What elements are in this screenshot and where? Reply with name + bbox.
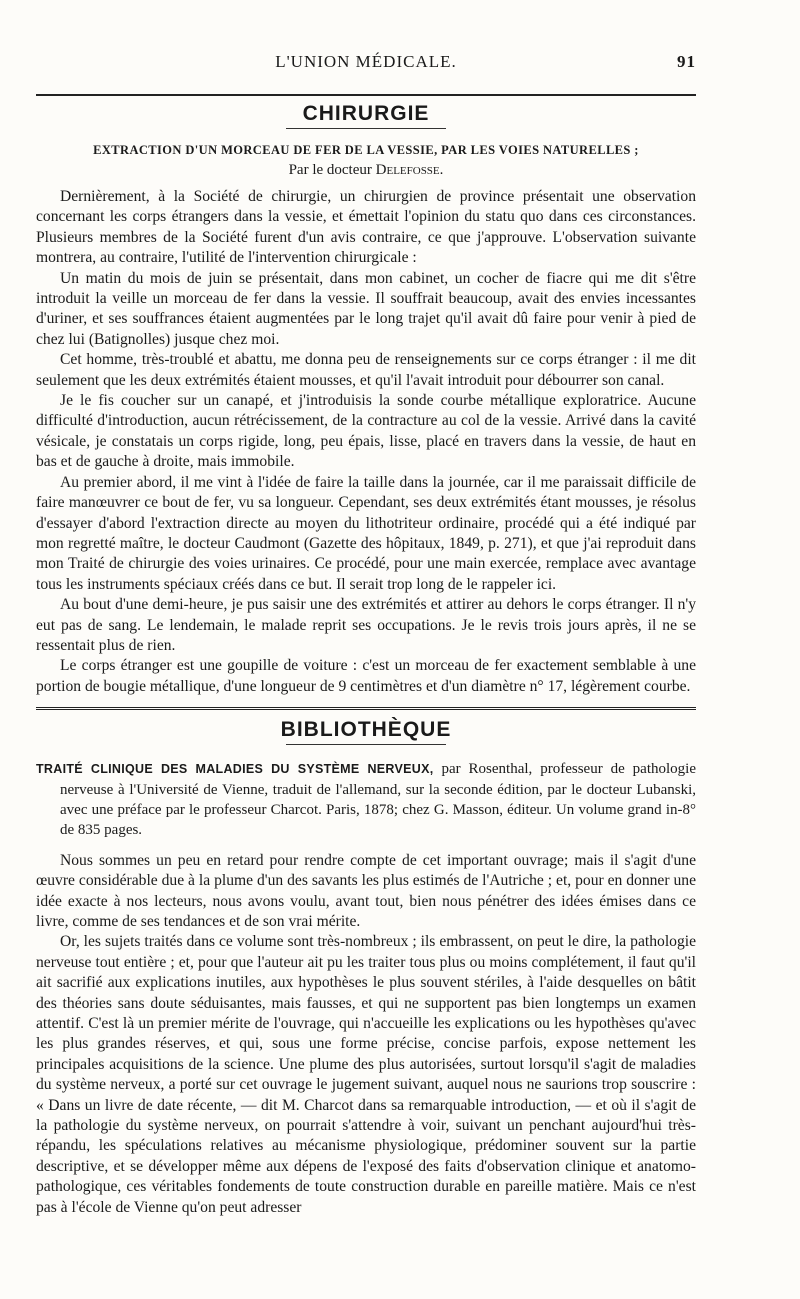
paragraph: Je le fis coucher sur un canapé, et j'introduisis la sonde courbe métallique exploratrice. Aucune difficulté d'introduction, aucun rétrécissement, de la contracture au col de la vessie. Arrivé dans la cavité vésicale, je constatais un corps rigide, long, peu épais, lisse, placé en travers dans la vessie, de haut en bas et de gauche à droite, mais immobile. xyxy=(36,392,696,471)
running-head xyxy=(36,52,696,76)
paragraph: Cet homme, très-troublé et abattu, me donna peu de renseignements sur ce corps étranger : il me dit seulement que les deux extrémités étaient mousses, et qu'il l'avait introduit pour débourrer son canal. xyxy=(36,351,696,389)
section-title-bibliotheque: BIBLIOTHÈQUE xyxy=(280,718,452,742)
paragraph: Au bout d'une demi-heure, je pus saisir une des extrémités et attirer au dehors le corps étranger. Il n'y eut pas de sang. Le lendemain, le malade reprit ses occupations. Je le revis trois jours après, il ne se ressentait plus de rien. xyxy=(36,596,696,654)
paragraph: Le corps étranger est une goupille de voiture : c'est un morceau de fer exactement semblable à une portion de bougie métallique, d'une longueur de 9 centimètres et d'un diamètre n° 17, légèrement courbe. xyxy=(36,657,696,695)
section-divider xyxy=(36,707,696,710)
bibliography-entry xyxy=(36,759,696,841)
byline-prefix: Par le docteur xyxy=(288,162,372,178)
page-number: 91 xyxy=(677,52,696,71)
byline-author: Delefosse. xyxy=(375,162,444,178)
paragraph: Un matin du mois de juin se présentait, dans mon cabinet, un cocher de fiacre qui me dit s'être introduit la veille un morceau de fer dans la vessie. Il souffrait beaucoup, avait des envies incessantes d'uriner, et ses souffrances étaient augmentées par le long trajet qu'il avait dû faire pour venir à pied de chez lui (Batignolles) jusque chez moi. xyxy=(36,269,696,348)
header-rule xyxy=(36,94,696,96)
paragraph: Au premier abord, il me vint à l'idée de faire la taille dans la journée, car il me paraissait difficile de faire manœuvrer ce bout de fer, vu sa longueur. Cependant, ses deux extrémités étant mousses, je résolus d'essayer d'abord l'extraction directe au moyen du lithotriteur ordinaire, procédé qui a été indiqué par mon regretté maître, le docteur Caudmont (Gazette des hôpitaux, 1849, p. 271), et que j'ai reproduit dans mon Traité de chirurgie des voies urinaires. Ce procédé, pour une main exercée, remplace avec avantage tous les instruments spéciaux créés dans ce but. Il serait trop long de le rappeler ici. xyxy=(36,473,696,593)
paragraph: Or, les sujets traités dans ce volume sont très-nombreux ; ils embrassent, on peut le dire, la pathologie nerveuse tout entière ; et, pour que l'auteur ait pu les traiter tous plus ou moins complétement, il faut qu'il ait sacrifié aux explications inutiles, aux hypothèses le plus souvent stériles, à l'aide desquelles on bâtit des théories sans doute séduisantes, mais fausses, et qui ne supportent pas bien longtemps un examen attentif. C'est là un premier mérite de l'ouvrage, qui n'accueille les explications ou les hypothèses qu'avec les plus grandes réserves, et qui, sous une forme précise, concise parfois, expose nettement les principales acquisitions de la science. Une plume des plus autorisées, surtout lorsqu'il s'agit de maladies du système nerveux, a porté sur cet ouvrage le jugement suivant, auquel nous ne saurions trop souscrire : « Dans un livre de date récente, — dit M. Charcot dans sa remarquable introduction, — et où il s'agit de la pathologie du système nerveux, on pourrait s'attendre à voir, suivant un penchant aujourd'hui très-répandu, les spéculations relatives au mécanisme physiologique, prédominer souvent sur la partie descriptive, et se développer même aux dépens de l'exposé des faits d'observation clinique et anatomo-pathologique, ces véritables fondements de toute construction durable en pareille matière. Mais ce n'est pas à l'école de Vienne qu'on peut adresser xyxy=(36,933,696,1216)
article-title: EXTRACTION D'UN MORCEAU DE FER DE LA VESSIE, PAR LES VOIES NATURELLES ; xyxy=(93,143,639,157)
journal-title: L'UNION MÉDICALE. xyxy=(275,52,457,71)
book-details: par Rosenthal, professeur de pathologie nerveuse à l'Université de Vienne, traduit de l'allemand, sur la seconde édition, par le docteur Lubanski, avec une préface par le professeur Charcot. Paris, 1878; chez G. Masson, éditeur. Un volume grand in-8° de 835 pages. xyxy=(60,761,696,839)
book-title: TRAITÉ CLINIQUE DES MALADIES DU SYSTÈME NERVEUX, xyxy=(36,762,434,777)
paragraph: Dernièrement, à la Société de chirurgie, un chirurgien de province présentait une observation concernant les corps étrangers dans la vessie, et émettait l'opinion du statu quo dans ces circonstances. Plusieurs membres de la Société furent d'un avis contraire, ce que j'approuve. L'observation suivante montrera, au contraire, l'utilité de l'intervention chirurgicale : xyxy=(36,188,696,267)
byline xyxy=(36,162,696,179)
section-rule xyxy=(286,744,446,745)
section-title-chirurgie: CHIRURGIE xyxy=(302,102,430,125)
page xyxy=(36,52,696,1292)
paragraph: Nous sommes un peu en retard pour rendre compte de cet important ouvrage; mais il s'agit d'une œuvre considérable due à la plume d'un des savants les plus estimés de l'Autriche ; et, pour en donner une idée exacte à nos lecteurs, nous avons voulu, avant tout, bien nous pénétrer des idées émises dans ce livre, comme de ses tendances et de son vrai mérite. xyxy=(36,851,696,930)
section-rule xyxy=(286,128,446,129)
